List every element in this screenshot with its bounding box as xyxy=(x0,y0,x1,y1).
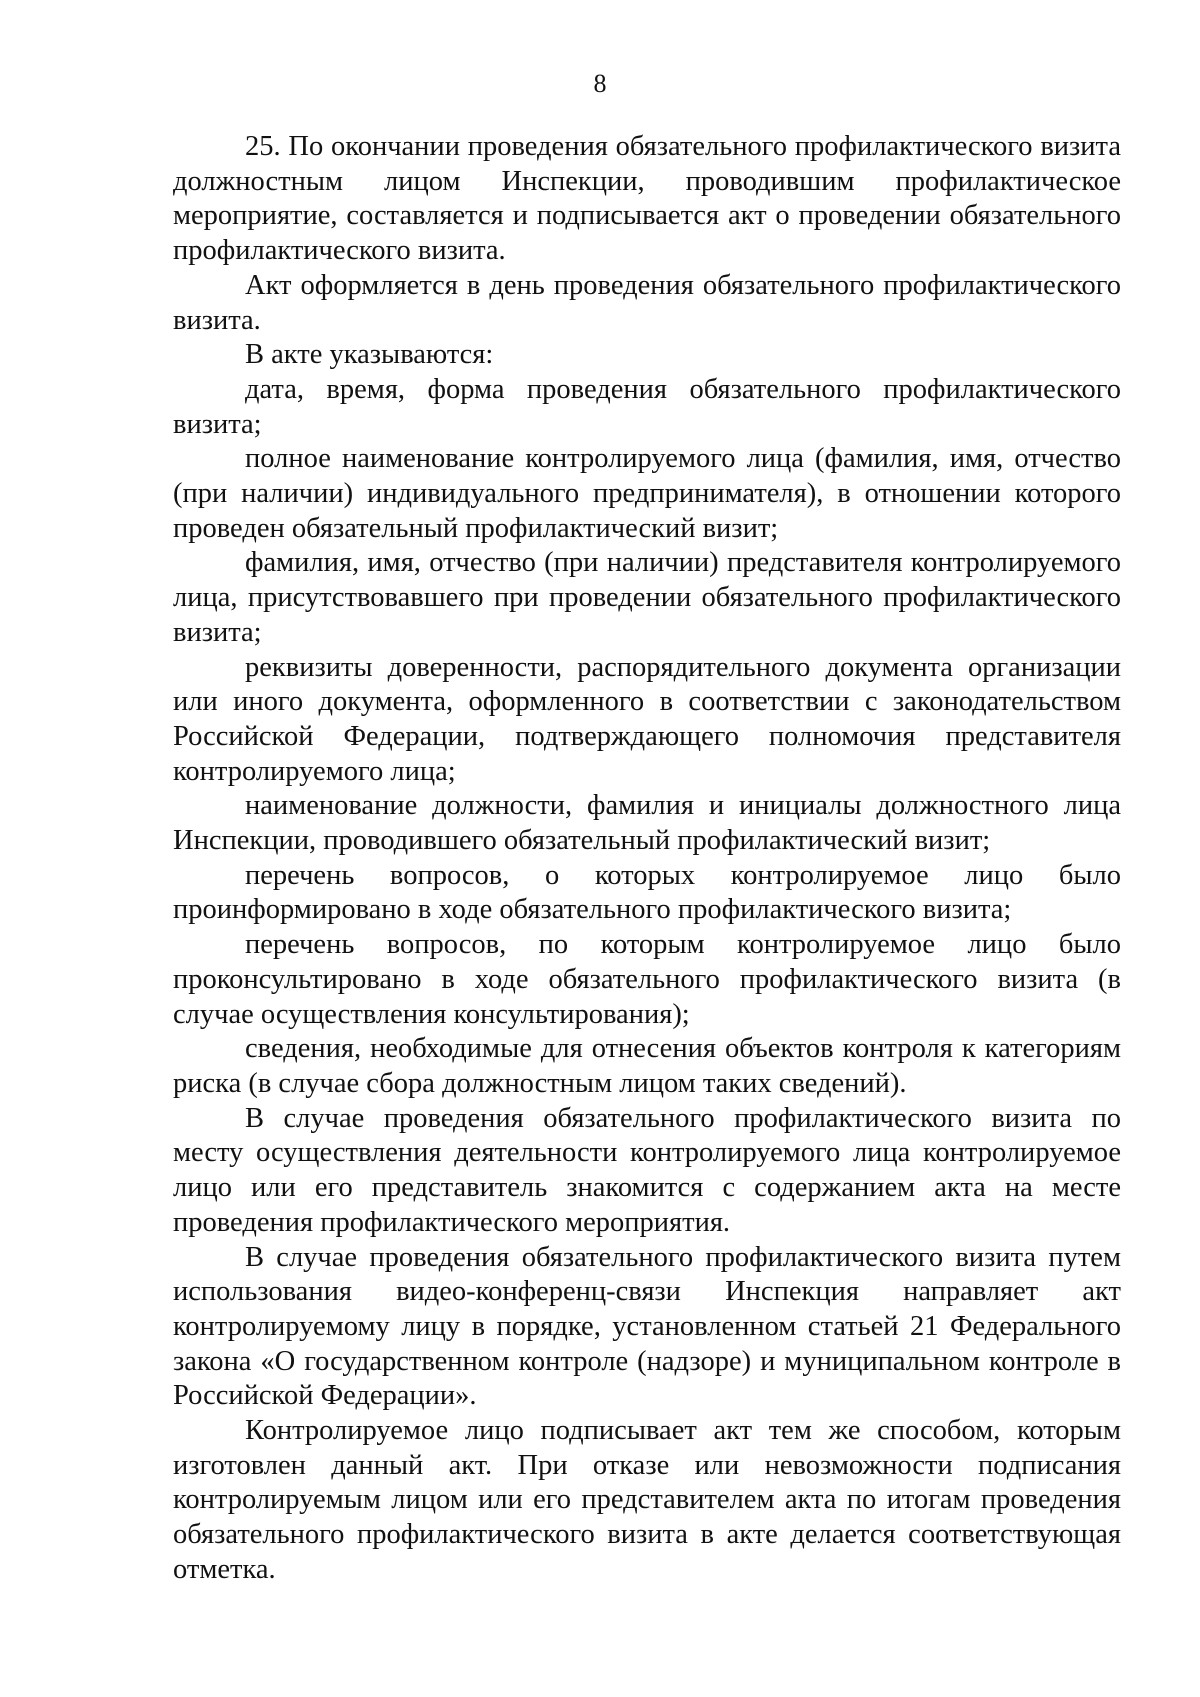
paragraph: дата, время, форма проведения обязательного профилактического визита; xyxy=(173,373,1121,440)
paragraph: Акт оформляется в день проведения обязательного профилактического визита. xyxy=(173,269,1121,336)
paragraph: фамилия, имя, отчество (при наличии) представителя контролируемого лица, присутствовавшего при проведении обязательного профилактического визита; xyxy=(173,547,1121,648)
paragraph: перечень вопросов, о которых контролируемое лицо было проинформировано в ходе обязательного профилактического визита; xyxy=(173,859,1121,926)
paragraph: Контролируемое лицо подписывает акт тем же способом, которым изготовлен данный акт. При отказе или невозможности подписания контролируемым лицом или его представителем акта по итогам проведения обязательного профилактического визита в акте делается соответствующая отметка. xyxy=(173,1415,1121,1585)
paragraph: сведения, необходимые для отнесения объектов контроля к категориям риска (в случае сбора должностным лицом таких сведений). xyxy=(173,1033,1121,1099)
paragraph: В случае проведения обязательного профилактического визита путем использования видео-конференц-связи Инспекция направляет акт контролируемому лицу в порядке, установленном статьей 21 Федерального закона «О государственном контроле (надзоре) и муниципальном контроле в Российской Федерации». xyxy=(173,1241,1121,1412)
paragraph: В случае проведения обязательного профилактического визита по месту осуществления деятельности контролируемого лица контролируемое лицо или его представитель знакомится с содержанием акта на месте проведения профилактического мероприятия. xyxy=(173,1102,1121,1238)
paragraph: перечень вопросов, по которым контролируемое лицо было проконсультировано в ходе обязательного профилактического визита (в случае осуществления консультирования); xyxy=(173,929,1121,1030)
paragraph: полное наименование контролируемого лица (фамилия, имя, отчество (при наличии) индивидуального предпринимателя), в отношении которого проведен обязательный профилактический визит; xyxy=(173,443,1121,544)
paragraph: наименование должности, фамилия и инициалы должностного лица Инспекции, проводившего обязательный профилактический визит; xyxy=(173,790,1121,857)
page-number: 8 xyxy=(593,69,607,98)
paragraph: реквизиты доверенности, распорядительного документа организации или иного документа, оформленного в соответствии с законодательством Российской Федерации, подтверждающего полномочия представителя контролируемого лица; xyxy=(173,651,1121,787)
paragraph: В акте указываются: xyxy=(245,339,494,371)
document-body xyxy=(173,130,1121,1588)
paragraph: 25. По окончании проведения обязательного профилактического визита должностным лицом Инспекции, проводившим профилактическое мероприятие, составляется и подписывается акт о проведении обязательного профилактического визита. xyxy=(173,131,1121,267)
